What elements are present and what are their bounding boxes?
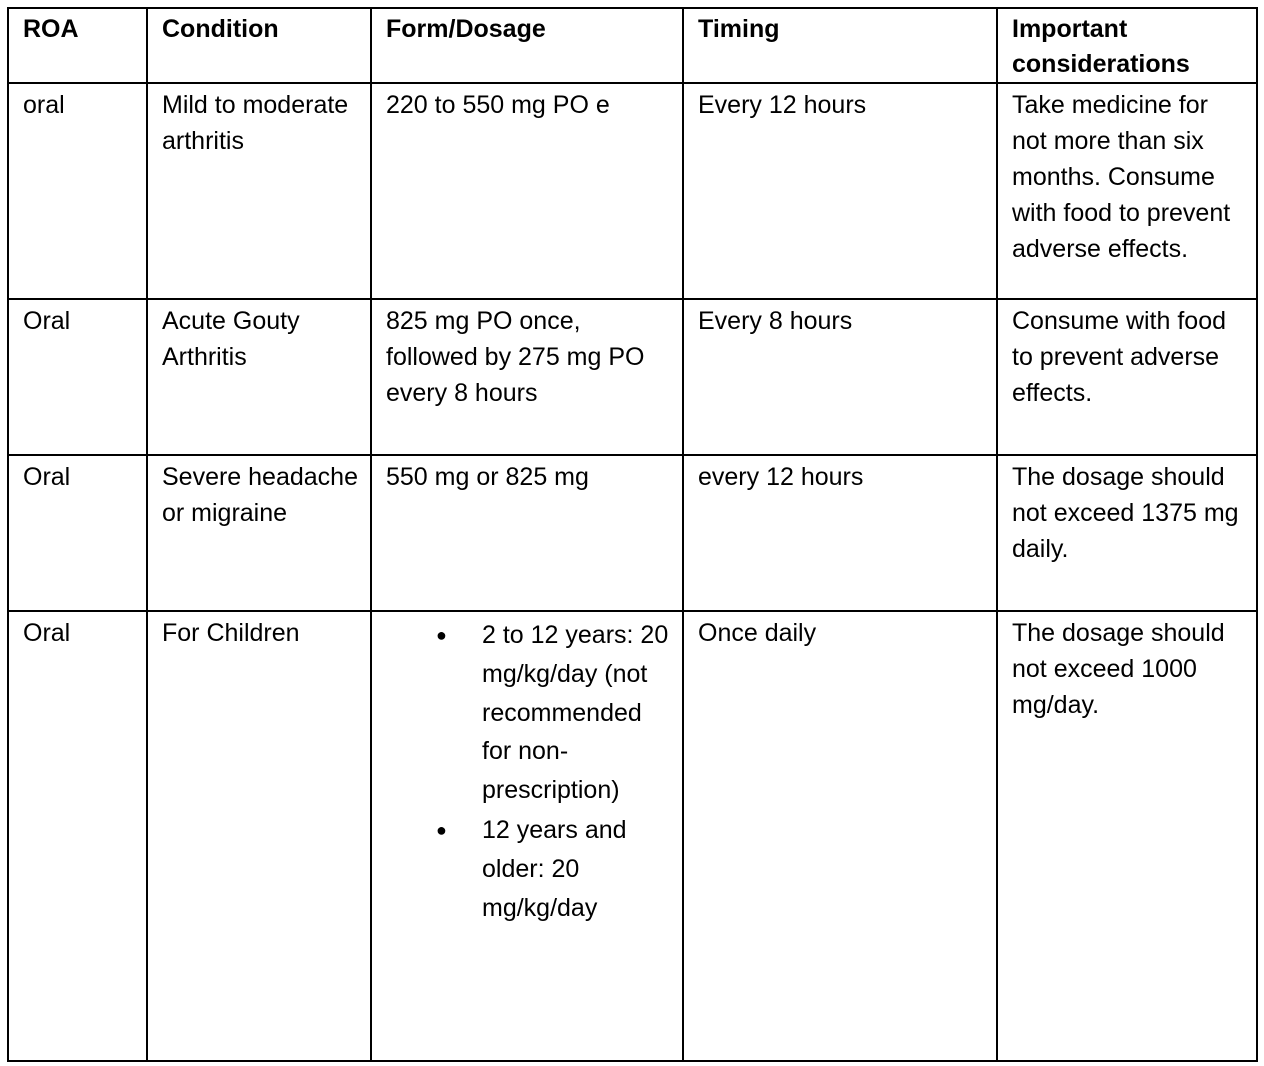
cell-form-dosage: 220 to 550 mg PO e [371,83,683,299]
cell-form-dosage [371,611,683,1061]
cell-timing: every 12 hours [683,455,997,611]
cell-roa: Oral [8,299,147,455]
cell-condition: Mild to moderate arthritis [147,83,371,299]
cell-roa: Oral [8,455,147,611]
table-row [8,611,1257,1061]
cell-considerations: The dosage should not exceed 1375 mg daily. [997,455,1257,611]
cell-form-dosage: 825 mg PO once, followed by 275 mg PO every 8 hours [371,299,683,455]
cell-condition: Severe headache or migraine [147,455,371,611]
cell-considerations: Consume with food to prevent adverse effects. [997,299,1257,455]
cell-roa: Oral [8,611,147,1061]
cell-timing: Every 8 hours [683,299,997,455]
cell-condition: Acute Gouty Arthritis [147,299,371,455]
header-condition: Condition [147,8,371,83]
cell-form-dosage: 550 mg or 825 mg [371,455,683,611]
list-item [386,616,670,810]
cell-considerations: Take medicine for not more than six months. Consume with food to prevent adverse effects. [997,83,1257,299]
dosage-bullet-list [386,616,670,927]
cell-timing: Once daily [683,611,997,1061]
header-considerations: Important considerations [997,8,1257,83]
list-item-text: 12 years and older: 20 mg/kg/day [482,815,627,922]
header-roa: ROA [8,8,147,83]
cell-considerations: The dosage should not exceed 1000 mg/day. [997,611,1257,1061]
list-item [386,811,670,927]
header-timing: Timing [683,8,997,83]
dosage-table [7,7,1258,1062]
table-header-row [8,8,1257,83]
bullet-icon: ● [436,625,447,645]
table-row [8,83,1257,299]
bullet-icon: ● [436,819,447,840]
cell-condition: For Children [147,611,371,1061]
table-row [8,455,1257,611]
cell-roa: oral [8,83,147,299]
cell-timing: Every 12 hours [683,83,997,299]
list-item-text: 2 to 12 years: 20 mg/kg/day (not recommended for non-prescription) [482,621,669,805]
header-form-dosage: Form/Dosage [371,8,683,83]
table-row [8,299,1257,455]
